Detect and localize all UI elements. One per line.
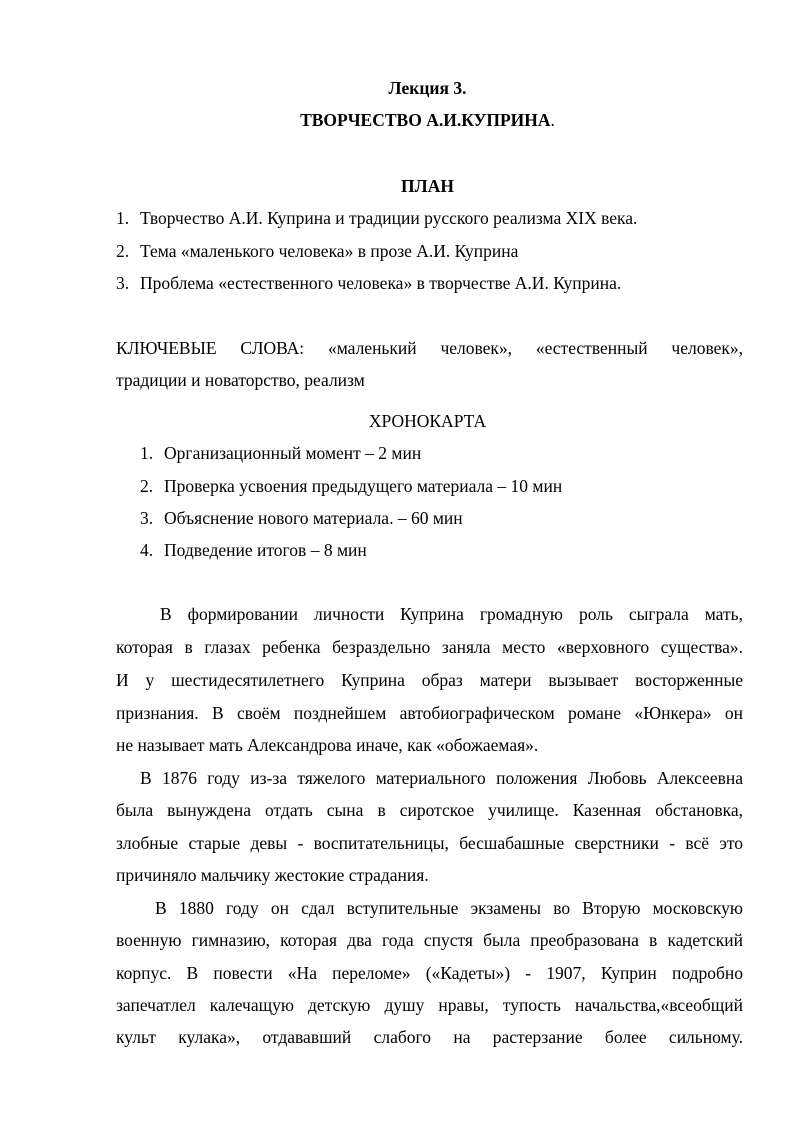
plan-item-text: Творчество А.И. Куприна и традиции русского реализма XIX века.	[140, 208, 638, 228]
paragraph-line: И у шестидесятилетнего Куприна образ матери вызывает восторженные	[116, 670, 743, 690]
paragraph-line: В 1880 году он сдал вступительные экзамены во Вторую московскую	[155, 898, 743, 918]
chrono-heading	[0, 411, 800, 432]
paragraph-line: корпус. В повести «На переломе» («Кадеты») - 1907, Куприн подробно	[116, 963, 743, 983]
plan-item	[116, 208, 637, 229]
paragraph-line: запечатлел калечащую детскую душу нравы, тупость начальства,«всеобщий	[116, 995, 743, 1015]
chrono-item	[140, 443, 421, 464]
plan-item	[116, 241, 518, 262]
lecture-title-text: ТВОРЧЕСТВО А.И.КУПРИНА	[300, 110, 551, 130]
plan-item-number: 3.	[116, 273, 130, 293]
keywords-line: традиции и новаторство, реализм	[116, 370, 365, 390]
plan-heading-text: ПЛАН	[401, 176, 454, 196]
chrono-item	[140, 540, 367, 561]
plan-item-number: 1.	[116, 208, 130, 228]
chrono-heading-text: ХРОНОКАРТА	[368, 411, 487, 431]
chrono-item-number: 3.	[140, 508, 154, 528]
lecture-title-period: .	[550, 110, 555, 130]
chrono-item	[140, 476, 562, 497]
paragraph-line: причиняло мальчику жестокие страдания.	[116, 865, 429, 885]
chrono-item-number: 1.	[140, 443, 154, 463]
keywords-line: КЛЮЧЕВЫЕ СЛОВА: «маленький человек», «естественный человек»,	[116, 338, 743, 358]
chrono-item-text: Проверка усвоения предыдущего материала – 10 мин	[164, 476, 563, 496]
paragraph-line: злобные старые девы - воспитательницы, бесшабашные сверстники - всё это	[116, 833, 743, 853]
paragraph-line: не называет мать Александрова иначе, как «обожаемая».	[116, 735, 539, 755]
plan-item	[116, 273, 621, 294]
chrono-item-text: Подведение итогов – 8 мин	[164, 540, 367, 560]
paragraph-line: В формировании личности Куприна громадную роль сыграла мать,	[160, 604, 743, 624]
chrono-item-number: 4.	[140, 540, 154, 560]
paragraph-line: была вынуждена отдать сына в сиротское училище. Казенная обстановка,	[116, 800, 743, 820]
plan-item-text: Проблема «естественного человека» в творчестве А.И. Куприна.	[140, 273, 622, 293]
plan-item-number: 2.	[116, 241, 130, 261]
chrono-item-text: Объяснение нового материала. – 60 мин	[164, 508, 463, 528]
paragraph-line: признания. В своём позднейшем автобиографическом романе «Юнкера» он	[116, 703, 743, 723]
paragraph-line: которая в глазах ребенка безраздельно заняла место «верховного существа».	[116, 637, 743, 657]
paragraph-line: военную гимназию, которая два года спустя была преобразована в кадетский	[116, 930, 743, 950]
chrono-item-text: Организационный момент – 2 мин	[164, 443, 422, 463]
lecture-number-text: Лекция 3.	[388, 78, 467, 98]
paragraph-line: культ кулака», отдававший слабого на растерзание более сильному.	[116, 1027, 743, 1047]
paragraph-line: В 1876 году из-за тяжелого материального положения Любовь Алексеевна	[140, 768, 743, 788]
chrono-item-number: 2.	[140, 476, 154, 496]
lecture-number	[0, 78, 800, 99]
plan-heading	[0, 176, 800, 197]
chrono-item	[140, 508, 463, 529]
lecture-title	[0, 110, 800, 131]
plan-item-text: Тема «маленького человека» в прозе А.И. Куприна	[140, 241, 519, 261]
